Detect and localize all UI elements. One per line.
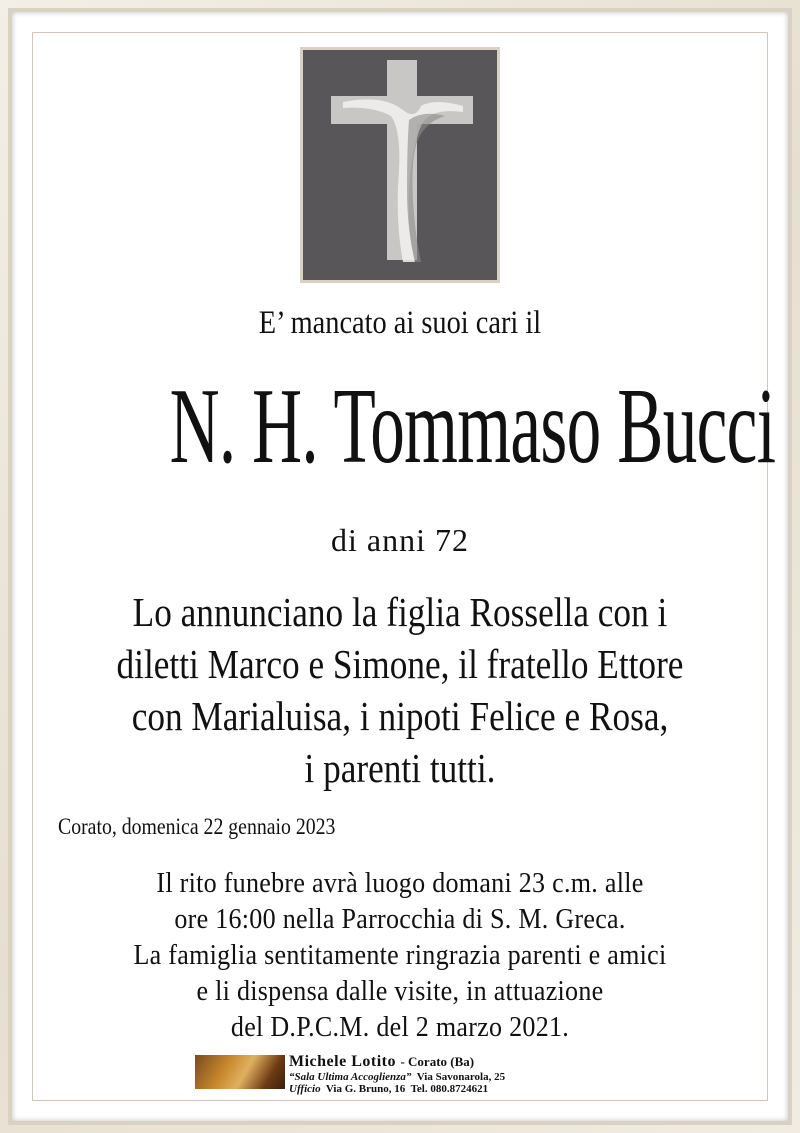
deceased-name: N. H. Tommaso Bucci [169,367,776,486]
office-label: Ufficio [289,1083,321,1095]
crucifix-icon [303,50,497,280]
phone-number: Tel. 080.8724621 [410,1083,489,1095]
company-city: - Corato (Ba) [400,1054,475,1069]
company-name: Michele Lotito [289,1053,396,1070]
hall-address: Via Savonarola, 25 [416,1071,506,1083]
announcement-line: Lo annunciano la figlia Rossella con i [132,589,668,635]
service-line: e li dispensa dalle visite, in attuazione [196,976,604,1007]
hall-name: “Sala Ultima Accoglienza” [289,1071,412,1083]
cross-panel [300,47,500,283]
service-line: La famiglia sentitamente ringrazia parenti e amici [133,940,667,971]
place-date: Corato, domenica 22 gennaio 2023 [58,814,336,839]
announcement-line: con Marialuisa, i nipoti Felice e Rosa, [131,693,669,739]
funeral-home-logo-image [195,1055,285,1089]
office-address: Via G. Bruno, 16 [325,1083,406,1095]
service-line: Il rito funebre avrà luogo domani 23 c.m. alle [156,868,644,899]
service-line: del D.P.C.M. del 2 marzo 2021. [230,1012,570,1043]
announcement-line: diletti Marco e Simone, il fratello Ettore [116,641,684,687]
age-text: di anni 72 [331,522,469,558]
announcement-line: i parenti tutti. [304,745,496,791]
service-line: ore 16:00 nella Parrocchia di S. M. Greca. [174,904,626,935]
funeral-home-footer [195,1053,615,1093]
intro-text: E’ mancato ai suoi cari il [258,305,542,341]
